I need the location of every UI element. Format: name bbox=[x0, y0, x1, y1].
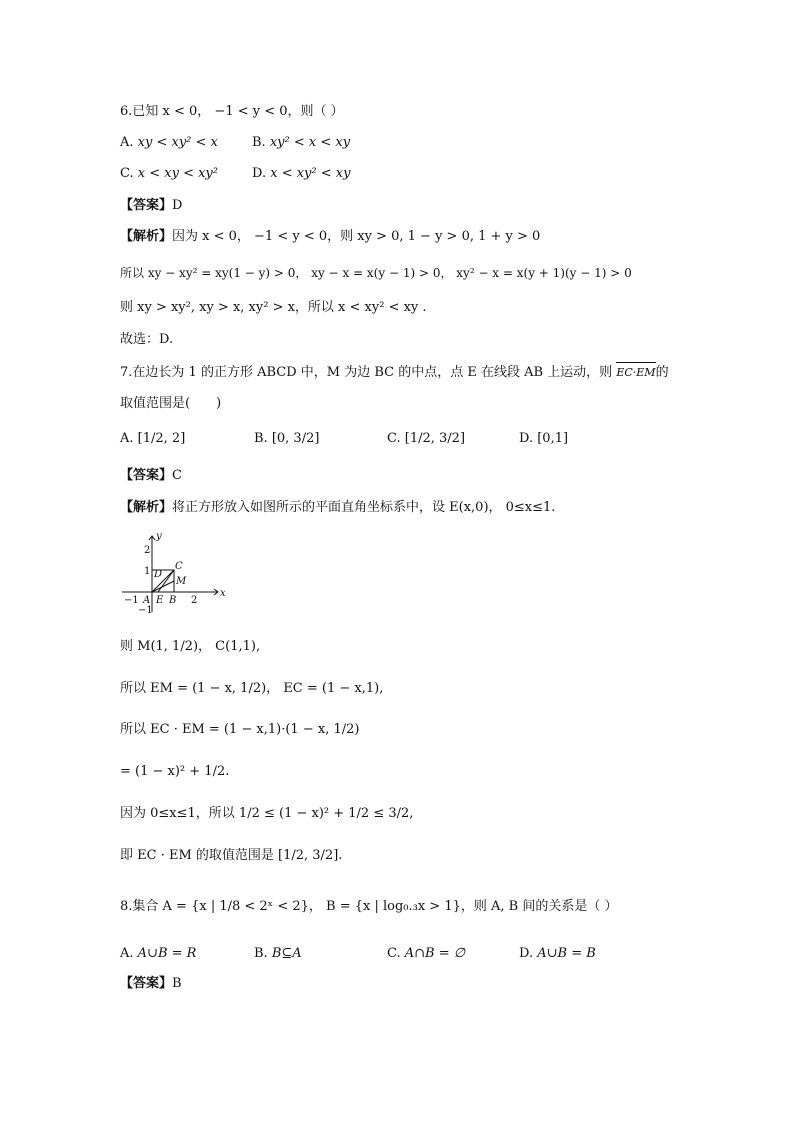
label-x: x bbox=[220, 588, 226, 599]
tick-y-neg1: −1 bbox=[138, 605, 153, 616]
q8-option-b bbox=[254, 945, 302, 963]
label-y: y bbox=[156, 531, 162, 542]
q8-option-c bbox=[387, 945, 465, 963]
q6-analysis-3: 则 xy > xy², xy > x, xy² > x，所以 x < xy² < xy . bbox=[120, 300, 427, 315]
answer-tag: 【答案】 bbox=[120, 198, 173, 213]
answer-value: B bbox=[172, 976, 182, 991]
q6-answer bbox=[120, 197, 182, 215]
tick-x-2: 2 bbox=[191, 595, 198, 606]
q7-stem-line-1 bbox=[120, 364, 669, 382]
q6-stem: 6.已知 x < 0， −1 < y < 0，则（ ） bbox=[120, 104, 344, 119]
q7-analysis-3: 所以 EM = (1 − x, 1/2)， EC = (1 − x,1), bbox=[120, 681, 384, 696]
answer-tag: 【答案】 bbox=[120, 468, 173, 483]
option-text: B⊆A bbox=[271, 946, 302, 961]
q7-option-d bbox=[519, 430, 568, 448]
q8-option-d bbox=[519, 945, 596, 963]
analysis-tag: 【解析】 bbox=[120, 500, 173, 515]
coordinate-figure bbox=[118, 528, 228, 616]
q7-option-c bbox=[387, 430, 465, 448]
option-label: D. bbox=[519, 946, 534, 961]
option-text: A∪B = R bbox=[137, 946, 197, 961]
analysis-tag: 【解析】 bbox=[120, 229, 173, 244]
option-text: xy² < x < xy bbox=[269, 135, 351, 150]
option-text: [0, 3/2] bbox=[271, 431, 320, 446]
q6-analysis-1 bbox=[120, 228, 540, 246]
q6-option-c bbox=[120, 165, 218, 183]
option-text: A∪B = B bbox=[537, 946, 596, 961]
q7-analysis-4: 所以 EC · EM = (1 − x,1)·(1 − x, 1/2) bbox=[120, 722, 360, 737]
analysis-text: 将正方形放入如图所示的平面直角坐标系中，设 E(x,0)， 0≤x≤1. bbox=[172, 500, 556, 515]
q8-answer bbox=[120, 975, 182, 993]
q7-answer bbox=[120, 467, 182, 485]
q8-option-a bbox=[120, 945, 196, 963]
q8-stem: 8.集合 A = {x | 1/8 < 2ˣ < 2}， B = {x | log₀.₃x > 1}，则 A, B 间的关系是（ ） bbox=[120, 899, 618, 914]
q6-option-b bbox=[252, 134, 350, 152]
option-text: x < xy² < xy bbox=[270, 166, 351, 181]
label-e: E bbox=[156, 595, 164, 606]
q6-analysis-4: 故选：D. bbox=[120, 332, 174, 347]
stem-text: 7.在边长为 1 的正方形 ABCD 中，M 为边 BC 的中点，点 E 在线段 AB 上运动，则 bbox=[120, 365, 613, 380]
option-label: C. bbox=[387, 431, 401, 446]
q6-option-a bbox=[120, 134, 218, 152]
q6-analysis-2: 所以 xy − xy² = xy(1 − y) > 0， xy − x = x(y − 1) > 0， xy² − x = x(y + 1)(y − 1) > 0 bbox=[120, 266, 632, 280]
q7-analysis-5: = (1 − x)² + 1/2. bbox=[120, 764, 230, 779]
tick-y-1: 1 bbox=[144, 566, 151, 577]
q7-analysis-7: 即 EC · EM 的取值范围是 [1/2, 3/2]. bbox=[120, 848, 343, 863]
label-c: C bbox=[175, 561, 183, 572]
q6-option-d bbox=[252, 165, 350, 183]
q7-option-b bbox=[254, 430, 319, 448]
analysis-text: 因为 x < 0， −1 < y < 0，则 xy > 0, 1 − y > 0, 1 + y > 0 bbox=[172, 229, 541, 244]
q7-analysis-2: 则 M(1, 1/2)， C(1,1), bbox=[120, 639, 261, 654]
option-text: x < xy < xy² bbox=[137, 166, 218, 181]
label-d: D bbox=[154, 569, 163, 580]
stem-text-end: 的 bbox=[655, 365, 669, 380]
option-label: D. bbox=[252, 166, 267, 181]
option-label: D. bbox=[519, 431, 534, 446]
tick-x-neg1: −1 bbox=[124, 595, 139, 606]
option-label: C. bbox=[387, 946, 401, 961]
tick-y-2: 2 bbox=[144, 545, 151, 556]
option-text: A∩B = ∅ bbox=[404, 946, 466, 961]
option-label: A. bbox=[120, 431, 134, 446]
option-label: C. bbox=[120, 166, 134, 181]
option-text: xy < xy² < x bbox=[137, 135, 218, 150]
option-label: B. bbox=[254, 946, 268, 961]
segment-em bbox=[152, 581, 174, 592]
option-label: B. bbox=[254, 431, 268, 446]
option-text: [1/2, 2] bbox=[137, 431, 186, 446]
vector-product: EC·EM bbox=[616, 364, 655, 382]
option-label: B. bbox=[252, 135, 266, 150]
label-a: A bbox=[143, 595, 151, 606]
q7-stem-line-2: 取值范围是( ) bbox=[120, 396, 222, 411]
option-label: A. bbox=[120, 946, 134, 961]
answer-value: C bbox=[172, 468, 182, 483]
answer-value: D bbox=[172, 198, 183, 213]
option-label: A. bbox=[120, 135, 134, 150]
q7-analysis-6: 因为 0≤x≤1，所以 1/2 ≤ (1 − x)² + 1/2 ≤ 3/2, bbox=[120, 806, 414, 821]
option-text: [0,1] bbox=[537, 431, 569, 446]
q7-analysis-1 bbox=[120, 499, 555, 517]
label-b: B bbox=[169, 595, 177, 606]
option-text: [1/2, 3/2] bbox=[404, 431, 466, 446]
answer-tag: 【答案】 bbox=[120, 976, 173, 991]
q7-option-a bbox=[120, 430, 185, 448]
label-m: M bbox=[176, 576, 187, 587]
